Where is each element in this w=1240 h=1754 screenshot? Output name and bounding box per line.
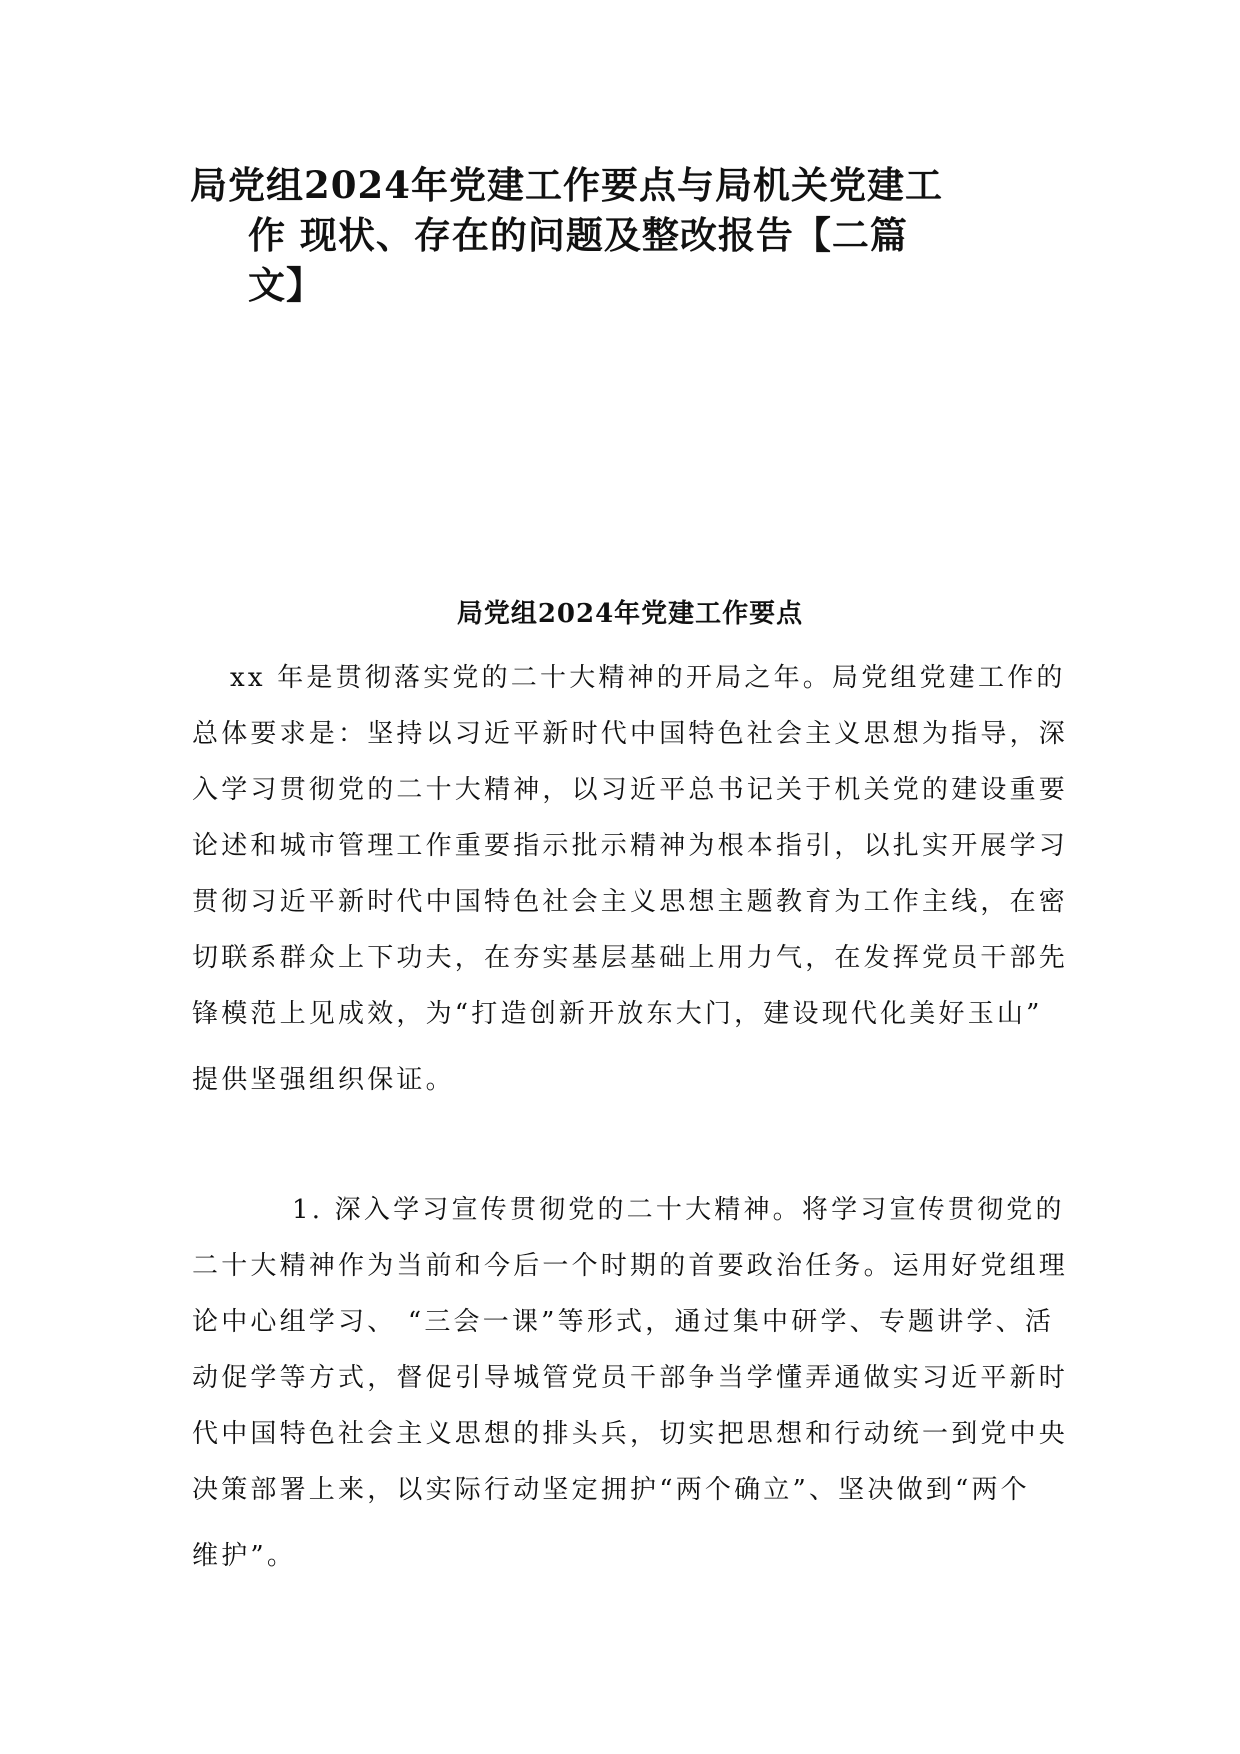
paragraph-line: 维护”。 xyxy=(192,1541,297,1571)
section-title: 局党组2024年党建工作要点 xyxy=(456,599,804,629)
title-line-1: 局党组2024年党建工作要点与局机关党建工 xyxy=(190,163,943,207)
paragraph-line: 切联系群众上下功夫，在夯实基层基础上用力气，在发挥党员干部先 xyxy=(192,943,1069,973)
paragraph-line: xx 年是贯彻落实党的二十大精神的开局之年。局党组党建工作的 xyxy=(230,663,1066,693)
paragraph-line: 动促学等方式，督促引导城管党员干部争当学懂弄通做实习近平新时 xyxy=(192,1363,1069,1393)
title-line-3: 文】 xyxy=(248,263,324,307)
paragraph-line: 入学习贯彻党的二十大精神，以习近平总书记关于机关党的建设重要 xyxy=(192,775,1069,805)
paragraph-line: 贯彻习近平新时代中国特色社会主义思想主题教育为工作主线，在密 xyxy=(192,887,1069,917)
paragraph-line: 代中国特色社会主义思想的排头兵，切实把思想和行动统一到党中央 xyxy=(192,1419,1069,1449)
paragraph-line: 二十大精神作为当前和今后一个时期的首要政治任务。运用好党组理 xyxy=(192,1251,1069,1281)
title-line-2: 作 现状、存在的问题及整改报告【二篇 xyxy=(248,213,908,257)
paragraph-line: 总体要求是：坚持以习近平新时代中国特色社会主义思想为指导，深 xyxy=(192,719,1069,749)
document-title xyxy=(190,160,1040,310)
paragraph-overall-requirements xyxy=(192,650,1072,1108)
paragraph-line: 论中心组学习、 “三会一课”等形式，通过集中研学、专题讲学、活 xyxy=(192,1307,1055,1337)
paragraph-line: 1. 深入学习宣传贯彻党的二十大精神。将学习宣传贯彻党的 xyxy=(292,1195,1065,1225)
paragraph-item-1 xyxy=(192,1182,1072,1584)
paragraph-line: 决策部署上来，以实际行动坚定拥护“两个确立”、坚决做到“两个 xyxy=(192,1475,1030,1505)
paragraph-line: 论述和城市管理工作重要指示批示精神为根本指引，以扎实开展学习 xyxy=(192,831,1069,861)
paragraph-line: 提供坚强组织保证。 xyxy=(192,1065,455,1095)
paragraph-line: 锋模范上见成效，为“打造创新开放东大门，建设现代化美好玉山” xyxy=(192,999,1043,1029)
